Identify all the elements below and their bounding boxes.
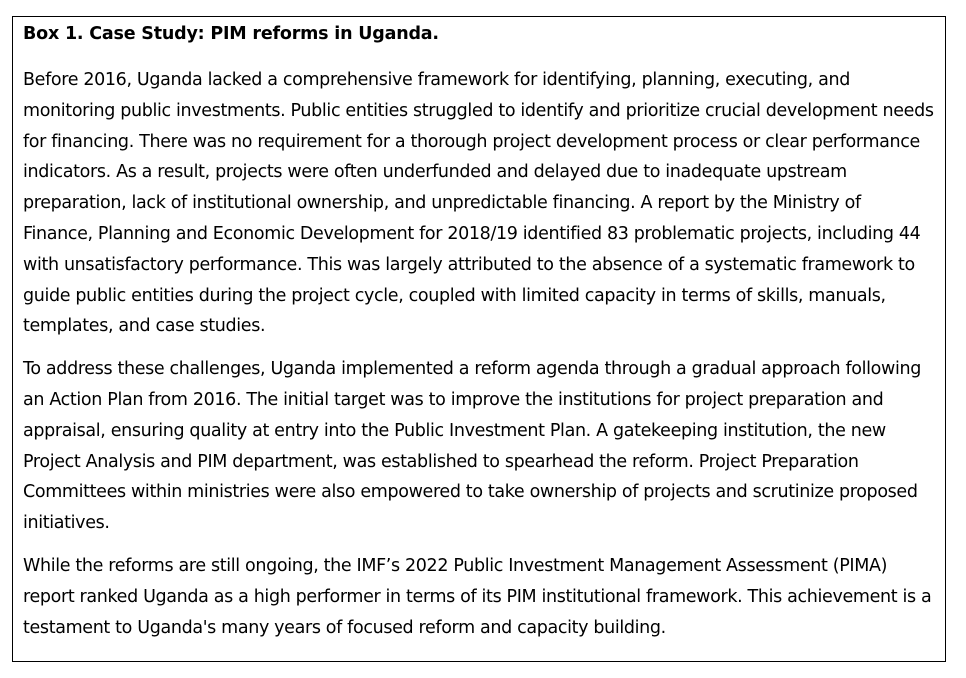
paragraph-background: Before 2016, Uganda lacked a comprehensive framework for identifying, planning, executing, and monitoring public investments. Public entities struggled to identify and prioritize crucial development needs for financing. There was no requirement for a thorough project development process or clear performance indicators. As a result, projects were often underfunded and delayed due to inadequate upstream preparation, lack of institutional ownership, and unpredictable financing. A report by the Ministry of Finance, Planning and Economic Development for 2018/19 identified 83 problematic projects, including 44 with unsatisfactory performance. This was largely attributed to the absence of a systematic framework to guide public entities during the project cycle, coupled with limited capacity in terms of skills, manuals, templates, and case studies. xyxy=(23,70,934,337)
case-study-box xyxy=(12,16,946,662)
paragraph-reform-agenda: To address these challenges, Uganda implemented a reform agenda through a gradual approach following an Action Plan from 2016. The initial target was to improve the institutions for project preparation and appraisal, ensuring quality at entry into the Public Investment Plan. A gatekeeping institution, the new Project Analysis and PIM department, was established to spearhead the reform. Project Preparation Committees within ministries were also empowered to take ownership of projects and scrutinize proposed initiatives. xyxy=(23,359,922,534)
paragraph-outcome: While the reforms are still ongoing, the IMF’s 2022 Public Investment Management Assessment (PIMA) report ranked Uganda as a high performer in terms of its PIM institutional framework. This achievement is a testament to Uganda's many years of focused reform and capacity building. xyxy=(23,555,932,638)
box-title: Box 1. Case Study: PIM reforms in Uganda. xyxy=(23,24,439,44)
